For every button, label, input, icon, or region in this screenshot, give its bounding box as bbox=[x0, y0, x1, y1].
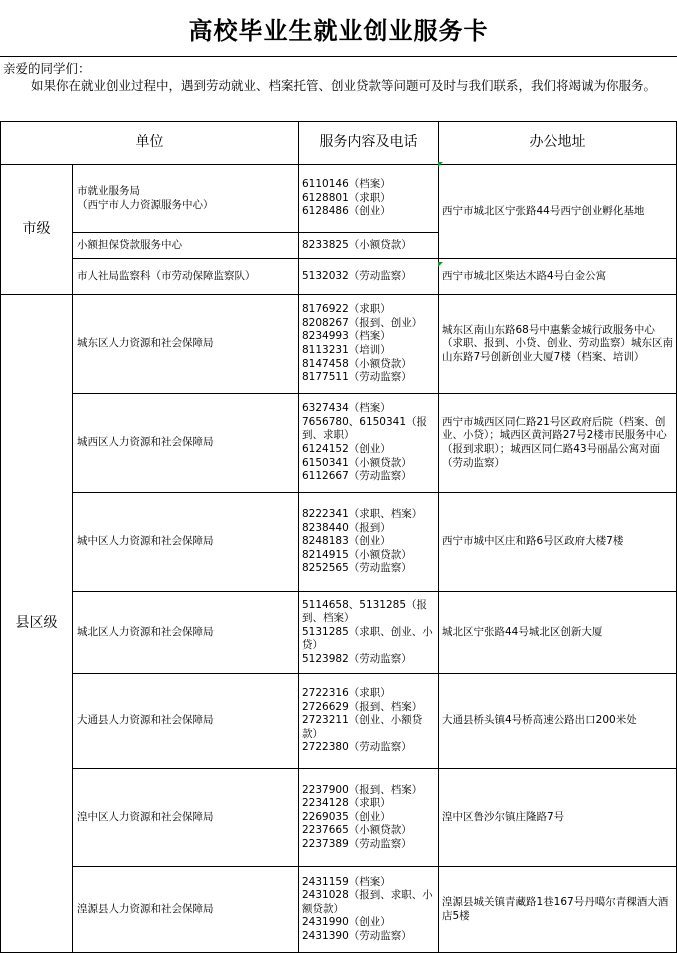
header-services: 服务内容及电话 bbox=[299, 122, 439, 165]
cell-comment-marker bbox=[438, 262, 443, 267]
phone-line: 6124152（创业） bbox=[302, 443, 391, 455]
phones-cell bbox=[299, 592, 439, 674]
table-row bbox=[1, 394, 677, 493]
level-cell-county: 县区级 bbox=[1, 295, 73, 953]
unit-cell: 城中区人力资源和社会保障局 bbox=[73, 493, 299, 592]
phones-cell bbox=[299, 867, 439, 953]
phone-line: 7656780、6150341（报到、求职） bbox=[302, 415, 428, 442]
unit-cell: 城北区人力资源和社会保障局 bbox=[73, 592, 299, 674]
phone-line: 8248183（创业） bbox=[302, 535, 391, 548]
address-cell: 西宁市城北区宁张路44号西宁创业孵化基地 bbox=[439, 165, 677, 259]
unit-cell bbox=[73, 259, 299, 295]
phone-line: 2237389（劳动监察） bbox=[302, 837, 412, 850]
greeting-block bbox=[3, 60, 675, 94]
phone-line: 6150341（小额贷款） bbox=[302, 456, 412, 469]
unit-line: （西宁市人力资源服务中心） bbox=[77, 198, 214, 211]
table-row bbox=[1, 259, 677, 295]
phone-line: 2237900（报到、档案） bbox=[302, 783, 423, 796]
phones-cell bbox=[299, 295, 439, 394]
phone-line: 8252565（劳动监察） bbox=[302, 562, 412, 575]
table-row bbox=[1, 769, 677, 867]
greeting-body: 如果你在就业创业过程中，遇到劳动就业、档案托管、创业贷款等问题可及时与我们联系，我们将竭诚为你服务。 bbox=[31, 78, 657, 93]
phone-line: 8222341（求职、档案） bbox=[302, 508, 423, 521]
unit-cell bbox=[73, 233, 299, 259]
phone-line: 8214915（小额贷款） bbox=[302, 548, 412, 561]
address-cell: 城北区宁张路44号城北区创新大厦 bbox=[439, 592, 677, 674]
unit-line: 小额担保贷款服务中心 bbox=[77, 238, 182, 251]
phone-line: 8147458（小额贷款） bbox=[302, 357, 412, 370]
phone-line: 8208267（报到、创业） bbox=[302, 316, 423, 329]
table-row bbox=[1, 674, 677, 769]
phone-line: 6327434（档案） bbox=[302, 402, 391, 415]
unit-cell bbox=[73, 165, 299, 233]
table-header-row bbox=[1, 122, 677, 165]
table-row bbox=[1, 295, 677, 394]
phones-cell bbox=[299, 259, 439, 295]
phone-line: 2431390（劳动监察） bbox=[302, 929, 412, 942]
phone-line: 5123982（劳动监察） bbox=[302, 652, 412, 665]
table-row bbox=[1, 165, 677, 233]
phone-line: 2723211（创业、小额贷款） bbox=[302, 714, 423, 740]
header-address: 办公地址 bbox=[439, 122, 677, 165]
phone-line: 2431028（报到、求职、小额贷款） bbox=[302, 889, 433, 915]
address-cell: 大通县桥头镇4号桥高速公路出口200米处 bbox=[439, 674, 677, 769]
phone-line: 8233825（小额贷款） bbox=[302, 238, 412, 251]
unit-line: 市就业服务局 bbox=[77, 184, 140, 197]
phone-line: 6110146（档案） bbox=[302, 178, 391, 191]
phone-line: 5114658、5131285（报到、档案） bbox=[302, 598, 428, 625]
address-cell: 湟中区鲁沙尔镇庄隆路7号 bbox=[439, 769, 677, 867]
service-table bbox=[0, 121, 677, 953]
phone-line: 2431159（档案） bbox=[302, 875, 391, 888]
phone-line: 8176922（求职） bbox=[302, 303, 391, 316]
phones-cell bbox=[299, 493, 439, 592]
phone-line: 5131285（求职、创业、小贷） bbox=[302, 625, 433, 652]
phone-line: 2234128（求职） bbox=[302, 797, 391, 810]
phone-line: 2237665（小额贷款） bbox=[302, 824, 412, 837]
cell-comment-marker bbox=[438, 162, 443, 167]
phone-line: 6128801（求职） bbox=[302, 191, 391, 204]
phone-line: 6128486（创业） bbox=[302, 205, 391, 218]
page-title: 高校毕业生就业创业服务卡 bbox=[0, 0, 677, 57]
phone-line: 2722380（劳动监察） bbox=[302, 741, 412, 754]
level-cell-city: 市级 bbox=[1, 165, 73, 295]
table-row bbox=[1, 493, 677, 592]
phone-line: 8113231（培训） bbox=[302, 344, 391, 356]
phone-line: 2722316（求职） bbox=[302, 687, 391, 700]
unit-cell: 湟中区人力资源和社会保障局 bbox=[73, 769, 299, 867]
phone-line: 2431990（创业） bbox=[302, 916, 391, 929]
phone-line: 2726629（报到、档案） bbox=[302, 700, 423, 713]
address-cell: 西宁市城中区庄和路6号区政府大楼7楼 bbox=[439, 493, 677, 592]
unit-cell: 湟源县人力资源和社会保障局 bbox=[73, 867, 299, 953]
unit-cell: 城东区人力资源和社会保障局 bbox=[73, 295, 299, 394]
greeting-salutation: 亲爱的同学们： bbox=[3, 61, 91, 76]
address-cell: 城东区南山东路68号中惠紫金城行政服务中心（求职、报到、小贷、创业、劳动监察）城东区南山东路7号创新创业大厦7楼（档案、培训） bbox=[439, 295, 677, 394]
table-row bbox=[1, 592, 677, 674]
phone-line: 8177511（劳动监察） bbox=[302, 371, 412, 384]
phone-line: 8238440（报到） bbox=[302, 521, 391, 534]
header-unit: 单位 bbox=[1, 122, 299, 165]
address-cell: 西宁市城西区同仁路21号区政府后院（档案、创业、小贷）；城西区黄河路27号2楼市民服务中心（报到求职）；城西区同仁路43号丽晶公寓对面（劳动监察） bbox=[439, 394, 677, 493]
phone-line: 8234993（档案） bbox=[302, 330, 391, 343]
unit-cell: 城西区人力资源和社会保障局 bbox=[73, 394, 299, 493]
phone-line: 2269035（创业） bbox=[302, 810, 391, 823]
phones-cell bbox=[299, 769, 439, 867]
phones-cell bbox=[299, 394, 439, 493]
phone-line: 5132032（劳动监察） bbox=[302, 269, 412, 282]
table-row bbox=[1, 867, 677, 953]
phones-cell bbox=[299, 233, 439, 259]
unit-line: 市人社局监察科（市劳动保障监察队） bbox=[77, 269, 256, 282]
address-cell: 西宁市城北区柴达木路4号白金公寓 bbox=[439, 259, 677, 295]
phones-cell bbox=[299, 674, 439, 769]
unit-cell: 大通县人力资源和社会保障局 bbox=[73, 674, 299, 769]
phone-line: 6112667（劳动监察） bbox=[302, 470, 412, 483]
address-cell: 湟源县城关镇青藏路1巷167号丹噶尔青稞酒大酒店5楼 bbox=[439, 867, 677, 953]
phones-cell bbox=[299, 165, 439, 233]
